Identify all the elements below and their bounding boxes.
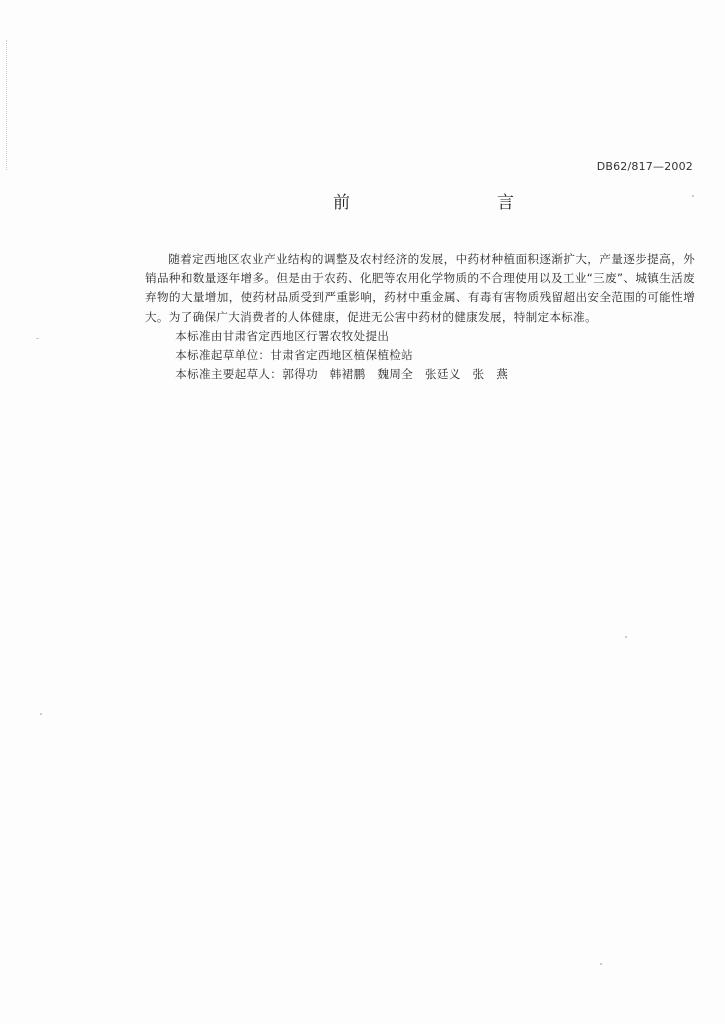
scan-speck — [600, 963, 602, 965]
foreword-body — [145, 250, 695, 384]
scan-speck — [692, 195, 694, 197]
scan-speck — [40, 713, 42, 715]
title-char-right: 言 — [497, 193, 514, 213]
foreword-paragraph: 随着定西地区农业产业结构的调整及农村经济的发展，中药材种植面积逐渐扩大，产量逐步提高，外销品种和数量逐年增多。但是由于农药、化肥等农用化学物质的不合理使用以及工业“三废”、城镇生活废弃物的大量增加，使药材品质受到严重影响，药材中重金属、有毒有害物质残留超出安全范围的可能性增大。为了确保广大消费者的人体健康，促进无公害中药材的健康发展，特制定本标准。 — [145, 252, 695, 324]
title-char-left: 前 — [333, 193, 350, 213]
standard-code: DB62/817—2002 — [596, 160, 693, 173]
scan-speck — [625, 636, 627, 638]
drafting-unit-line: 本标准起草单位：甘肃省定西地区植保植检站 — [175, 348, 414, 363]
section-title — [0, 188, 725, 212]
drafters-line: 本标准主要起草人：郭得功 韩裙鹏 魏周全 张廷义 张 燕 — [175, 367, 509, 382]
scan-edge-marks — [6, 40, 8, 170]
scan-speck — [36, 338, 39, 339]
proposer-line: 本标准由甘肃省定西地区行署农牧处提出 — [175, 328, 390, 343]
